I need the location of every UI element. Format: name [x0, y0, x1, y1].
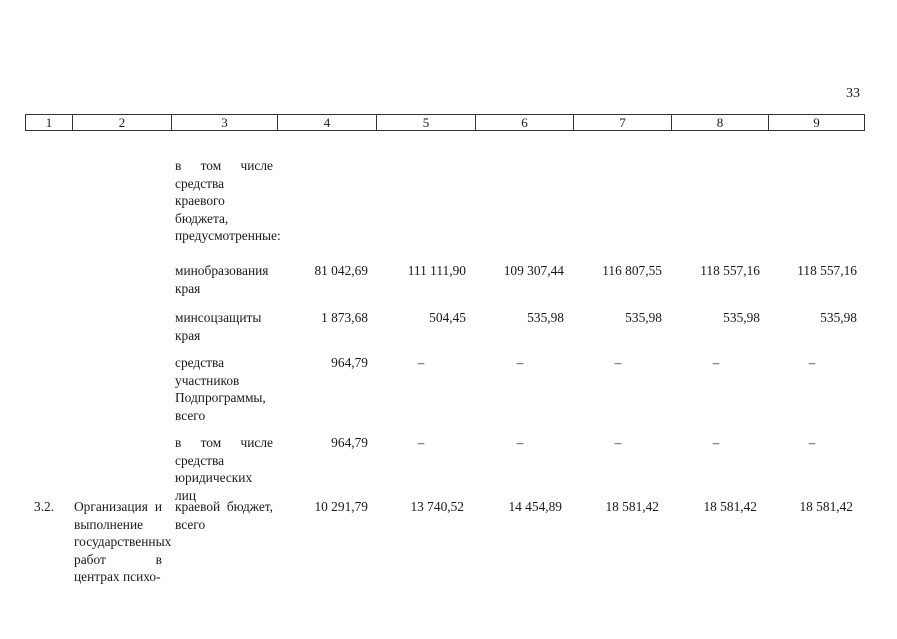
header-col-4: 4 — [277, 115, 376, 130]
value-item-3-2-col6: 14 454,89 — [508, 499, 562, 514]
value-minobrazovaniya-col5: 111 111,90 — [407, 263, 466, 278]
header-col-8: 8 — [671, 115, 768, 130]
header-col-6: 6 — [475, 115, 573, 130]
row-label-legal-entities: в том числе средства юридических лиц — [175, 435, 273, 503]
header-col-7: 7 — [573, 115, 671, 130]
value-participants-funds-col6: – — [516, 355, 524, 370]
row-label-minobrazovaniya: минобразования края — [175, 263, 269, 296]
value-legal-entities-col5: – — [417, 435, 425, 450]
header-col-5: 5 — [376, 115, 475, 130]
value-legal-entities-col6: – — [516, 435, 524, 450]
header-col-9: 9 — [768, 115, 864, 130]
row-label-item-3-2: краевой бюджет, всего — [175, 499, 273, 532]
value-legal-entities-col8: – — [712, 435, 720, 450]
item-title-3-2: Организация и выполнение государственных работ в центрах психо- — [74, 499, 172, 584]
value-participants-funds-col5: – — [417, 355, 425, 370]
value-item-3-2-col8: 18 581,42 — [703, 499, 757, 514]
value-minobrazovaniya-col8: 118 557,16 — [700, 263, 760, 278]
column-number-header — [25, 114, 865, 131]
item-number-3-2: 3.2. — [34, 499, 55, 514]
value-legal-entities-col7: – — [614, 435, 622, 450]
value-minobrazovaniya-col6: 109 307,44 — [503, 263, 564, 278]
value-minsotszashchity-col6: 535,98 — [527, 310, 564, 325]
row-label-minsotszashchity: минсоцзащиты края — [175, 310, 262, 343]
header-col-2: 2 — [72, 115, 171, 130]
value-minobrazovaniya-col9: 118 557,16 — [797, 263, 857, 278]
value-participants-funds-col9: – — [808, 355, 816, 370]
value-item-3-2-col4: 10 291,79 — [314, 499, 368, 514]
header-col-1: 1 — [45, 115, 53, 130]
value-minsotszashchity-col5: 504,45 — [429, 310, 466, 325]
value-minsotszashchity-col9: 535,98 — [820, 310, 857, 325]
row-label-participants-funds: средства участников Подпрограммы, всего — [175, 355, 266, 423]
value-item-3-2-col5: 13 740,52 — [410, 499, 464, 514]
value-minobrazovaniya-col4: 81 042,69 — [314, 263, 368, 278]
value-item-3-2-col7: 18 581,42 — [605, 499, 659, 514]
value-minsotszashchity-col7: 535,98 — [625, 310, 662, 325]
header-col-3: 3 — [171, 115, 277, 130]
row-label-including-regional: в том числе средства краевого бюджета, предусмотренные: — [175, 158, 281, 243]
value-minsotszashchity-col8: 535,98 — [723, 310, 760, 325]
value-participants-funds-col8: – — [712, 355, 720, 370]
value-participants-funds-col4: 964,79 — [331, 355, 368, 370]
value-legal-entities-col4: 964,79 — [331, 435, 368, 450]
value-minobrazovaniya-col7: 116 807,55 — [602, 263, 662, 278]
page-number: 33 — [846, 86, 860, 101]
value-participants-funds-col7: – — [614, 355, 622, 370]
value-legal-entities-col9: – — [808, 435, 816, 450]
value-item-3-2-col9: 18 581,42 — [799, 499, 853, 514]
value-minsotszashchity-col4: 1 873,68 — [321, 310, 368, 325]
